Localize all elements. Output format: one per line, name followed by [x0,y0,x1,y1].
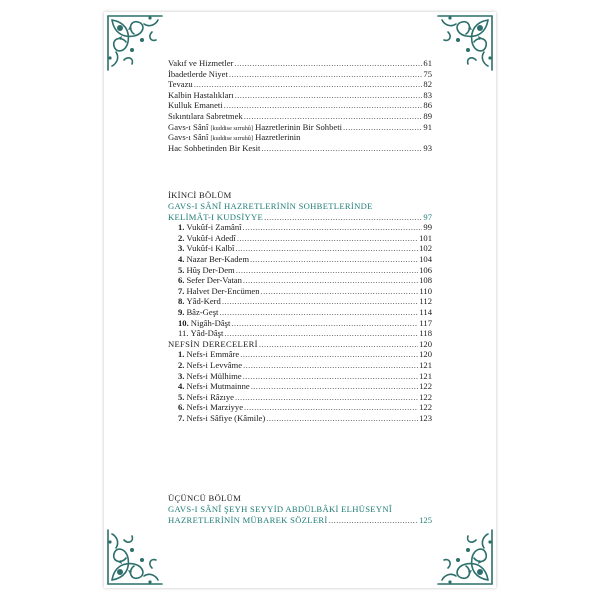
title-rest: Hazretlerinin [255,132,301,143]
leader-dots [264,212,422,223]
entry-text: Vukûf-i Kalbî [186,243,235,254]
leader-dots [219,307,418,318]
toc-entry-page: 93 [423,142,432,153]
toc-entry[interactable] [178,296,432,307]
toc-entry-title [178,222,242,233]
toc-list-nefs [178,349,432,423]
leader-dots [259,339,418,350]
leader-dots [329,515,419,526]
toc-entry-page: 114 [419,306,432,317]
toc-entry[interactable] [168,69,432,80]
toc-part2 [168,190,432,423]
leader-dots [251,381,418,392]
entry-number: 3. [178,370,185,381]
toc-entry[interactable] [178,222,432,233]
entry-text: Nefs-i Sâfiye (Kâmile) [186,412,266,423]
entry-text: Nefs-i Mülhime [186,370,242,381]
toc-entry-page: 108 [419,275,432,286]
leader-dots [234,58,422,69]
toc-entry-title: Kulluk Emaneti [168,100,223,111]
toc-entry-page: 122 [419,402,432,413]
toc-entry-title [178,381,250,392]
leader-dots [266,413,418,424]
toc-entry-page: 121 [419,370,432,381]
entry-number: 11. [178,328,189,339]
entry-number: 2. [178,359,185,370]
toc-entry[interactable] [178,402,432,413]
section-title-line1[interactable]: GAVS-I SÂNÎ ŞEYH SEYYİD ABDÜLBÂKİ ELHÜSEYNÎ [168,504,393,514]
toc-part1 [168,58,432,153]
leader-dots [244,402,418,413]
entry-text: Nefs-i Levvâme [186,359,243,370]
entry-text: Yâd-Dâşt [190,328,224,339]
toc-entry-title [178,371,242,382]
entry-text: Vukûf-i Zamânî [186,222,242,233]
toc-entry-title: Vakıf ve Hizmetler [168,58,234,68]
toc-entry-page: 121 [419,359,432,370]
name-text: Gavs-ı Sânî [168,121,209,132]
section-title-page: 125 [419,514,432,525]
toc-entry[interactable] [178,392,432,403]
toc-entry-title [178,233,236,244]
section-label: ÜÇÜNCÜ BÖLÜM [168,493,242,503]
entry-number: 6. [178,402,185,413]
toc-entry-page: 123 [419,412,432,423]
entry-number: 4. [178,253,185,264]
toc-entry-page: 89 [423,110,432,121]
leader-dots [244,111,423,122]
toc-entry[interactable] [168,79,432,90]
entry-text: Sefer Der-Vatan [186,275,242,286]
leader-dots [261,143,422,154]
entry-text: Nefs-i Râzıye [186,391,234,402]
toc-entry-title: Kalbin Hastalıkları [168,89,234,100]
toc-entry[interactable] [178,275,432,286]
toc-part3 [168,493,432,525]
toc-entry-title: Hac Sohbetinden Bir Kesit [168,142,261,153]
subheading-title: NEFSİN DERECELERİ [168,338,258,349]
entry-number: 2. [178,232,185,243]
toc-entry[interactable] [178,413,432,424]
toc-entry[interactable] [178,233,432,244]
entry-text: Vukûf-i Adedî [186,232,236,243]
entry-number: 10. [178,317,189,328]
floral-corner-ornament-icon [104,526,166,588]
leader-dots [224,100,423,111]
floral-corner-ornament-icon [434,526,496,588]
toc-entry-title [178,413,265,424]
leader-dots [236,265,418,276]
entry-text: Nazar Ber-Kadem [186,253,250,264]
leader-dots [243,222,423,233]
toc-entry-page: 83 [423,89,432,100]
toc-entry-page: 102 [419,243,432,254]
toc-entry-title [178,275,242,286]
toc-entry-page: 61 [423,58,432,68]
section-title-line1[interactable]: GAVS-I SÂNÎ HAZRETLERİNİN SOHBETLERİNDE [168,201,373,211]
leader-dots [235,90,423,101]
leader-dots [194,79,423,90]
title-rest: Hazretlerinin Bir Sohbeti [255,121,342,132]
toc-entry-title [178,243,234,254]
toc-entry[interactable] [168,111,432,122]
toc-entry[interactable] [168,122,432,133]
toc-entry[interactable] [178,371,432,382]
entry-text: Bâz-Geşt [186,306,219,317]
toc-entry-page: 122 [419,391,432,402]
entry-number: 3. [178,243,185,254]
toc-entry[interactable] [178,286,432,297]
entry-number: 1. [178,222,185,233]
toc-entry[interactable] [178,360,432,371]
section-title-text: KELİMÂT-I KUDSİYYE [168,211,264,222]
toc-entry[interactable] [178,243,432,254]
toc-entry[interactable] [178,328,432,339]
entry-number: 5. [178,391,185,402]
floral-corner-ornament-icon [104,12,166,74]
entry-text: Nefs-i Emmâre [186,349,240,360]
leader-dots [243,275,418,286]
toc-entry-page: 120 [419,349,432,360]
entry-text: Nigâh-Dâşt [190,317,231,328]
toc-entry-page: 104 [419,253,432,264]
leader-dots [250,254,418,265]
honorific-text: [kuddise sırruhû] [210,124,253,132]
entry-number: 4. [178,381,185,392]
toc-entry-page: 118 [419,328,432,339]
toc-entry-page: 75 [423,68,432,79]
toc-entry-title [178,318,230,329]
toc-entry[interactable] [178,381,432,392]
toc-entry-title: İbadetlerde Niyet [168,68,228,79]
entry-number: 9. [178,306,185,317]
toc-entry-title [178,328,223,339]
entry-number: 5. [178,264,185,275]
subheading-page: 120 [419,338,432,349]
entry-text: Hûş Der-Dem [186,264,235,275]
entry-number: 1. [178,349,185,360]
toc-entry[interactable] [178,349,432,360]
honorific-text: [kuddise sırruhû] [210,135,253,143]
toc-entry-page: 106 [419,264,432,275]
leader-dots [240,349,418,360]
toc-list [178,222,432,339]
toc-entry-title: Sıkıntılara Sabretmek [168,110,243,121]
section-label: İKİNCİ BÖLÜM [168,190,232,200]
leader-dots [261,286,419,297]
entry-text: Halvet Der-Encümen [186,285,260,296]
toc-entry[interactable] [178,265,432,276]
toc-entry-page: 117 [419,317,432,328]
toc-entry-title [178,286,260,297]
toc-entry-line1[interactable] [168,132,432,143]
leader-dots [231,318,418,329]
toc-entry[interactable] [168,100,432,111]
toc-entry-title: Tevazu [168,79,193,90]
toc-entry[interactable] [178,254,432,265]
toc-entry-title [178,349,239,360]
toc-entry[interactable] [178,307,432,318]
toc-entry-title [178,360,242,371]
toc-entry-page: 99 [423,222,432,233]
entry-text: Nefs-i Marziyye [186,402,244,413]
toc-entry-title [178,254,249,265]
leader-dots [222,296,419,307]
toc-entry-page: 101 [419,232,432,243]
toc-entry-page: 82 [423,79,432,90]
entry-number: 8. [178,296,185,307]
entry-number: 6. [178,275,185,286]
toc-entry-page: 122 [419,381,432,392]
toc-entry-title [178,296,221,307]
entry-number: 7. [178,412,185,423]
entry-number: 7. [178,285,185,296]
entry-text: Nefs-i Mutmainne [186,381,250,392]
toc-entry-page: 91 [423,121,432,132]
leader-dots [235,392,418,403]
leader-dots [243,360,418,371]
toc-entry-title [178,392,234,403]
leader-dots [224,328,418,339]
toc-entry[interactable] [168,90,432,101]
floral-corner-ornament-icon [434,12,496,74]
section-title-text: HAZRETLERİNİN MÜBAREK SÖZLERİ [168,514,328,525]
toc-subheading[interactable] [168,339,432,350]
toc-entry-title [178,307,218,318]
toc-entry-page: 86 [423,100,432,111]
toc-entry[interactable] [168,143,432,154]
section-title-line2[interactable] [168,515,432,526]
toc-entry[interactable] [168,58,432,69]
leader-dots [343,122,422,133]
toc-entry-page: 112 [419,296,432,307]
name-text: Gavs-ı Sânî [168,132,209,143]
toc-entry-title [178,402,243,413]
section-title-page: 97 [423,211,432,222]
toc-entry-title [178,265,235,276]
toc-entry[interactable] [178,318,432,329]
leader-dots [229,69,423,80]
section-title-line2[interactable] [168,212,432,223]
leader-dots [235,243,418,254]
leader-dots [237,233,418,244]
toc-entry-page: 110 [419,285,432,296]
entry-text: Yâd-Kerd [186,296,221,307]
leader-dots [243,371,419,382]
